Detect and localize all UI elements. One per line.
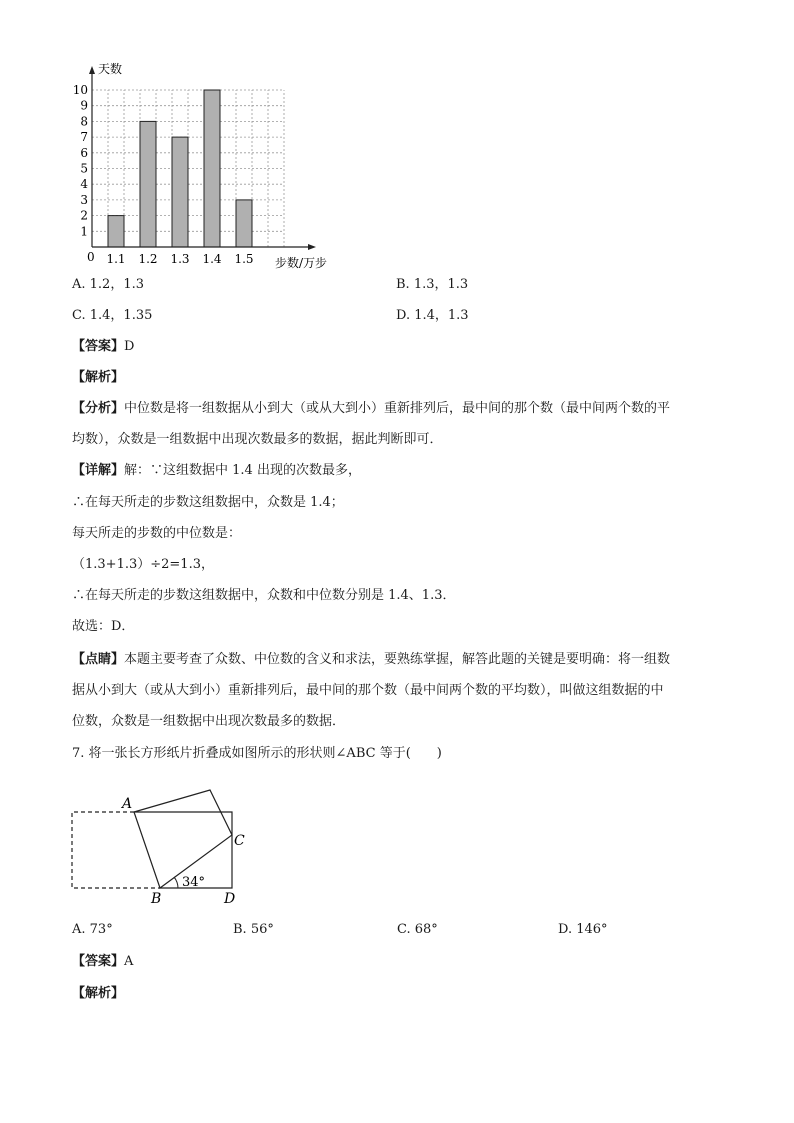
fenxi-tag: 【分析】 xyxy=(72,401,125,416)
q6-comment-line3: 位数，众数是一组数据中出现次数最多的数据． xyxy=(72,714,346,729)
q7-option-a: A. 73° xyxy=(72,922,113,937)
q6-option-b: B. 1.3，1.3 xyxy=(396,277,469,292)
comment-tag: 【点睛】 xyxy=(72,652,125,667)
point-c-label: C xyxy=(234,833,245,849)
step-count-bar-chart xyxy=(60,55,360,275)
q7-stem: 7. 将一张长方形纸片折叠成如图所示的形状则∠ABC 等于( ) xyxy=(72,746,442,761)
point-a-label: A xyxy=(122,796,133,812)
q6-comment-line1 xyxy=(72,651,670,669)
q7-option-c: C. 68° xyxy=(397,922,438,937)
q6-detail-line5: ∴在每天所走的步数这组数据中，众数和中位数分别是 1.4、1.3． xyxy=(72,588,456,603)
answer-value: D xyxy=(124,339,135,354)
bar-1.1 xyxy=(108,216,124,247)
q6-fenxi-line1 xyxy=(72,400,670,418)
y-axis-arrow xyxy=(89,66,95,74)
y-tick-label: 7 xyxy=(80,130,88,145)
y-tick-label: 10 xyxy=(72,83,88,97)
q6-option-d: D. 1.4，1.3 xyxy=(396,308,469,323)
comment-text: 本题主要考查了众数、中位数的含义和求法，要熟练掌握，解答此题的关键是要明确：将一组数 xyxy=(124,652,671,667)
answer-tag: 【答案】 xyxy=(72,954,125,969)
x-tick-label: 1.3 xyxy=(170,252,190,266)
y-tick-label: 8 xyxy=(80,114,88,129)
q6-option-c: C. 1.4，1.35 xyxy=(72,308,153,323)
y-tick-label: 2 xyxy=(80,208,88,223)
x-axis-arrow xyxy=(308,244,316,250)
y-tick-label: 4 xyxy=(80,177,88,192)
x-tick-label: 1.4 xyxy=(202,252,222,266)
bar-1.5 xyxy=(236,200,252,247)
q6-comment-line2: 据从小到大（或从大到小）重新排列后，最中间的那个数（最中间两个数的平均数），叫做这组数据的中 xyxy=(72,683,664,698)
q7-answer xyxy=(72,953,133,971)
answer-value: A xyxy=(124,954,134,969)
detail-tag: 【详解】 xyxy=(72,463,125,478)
point-d-label: D xyxy=(224,891,236,907)
answer-tag: 【答案】 xyxy=(72,339,125,354)
q6-detail-line2: ∴在每天所走的步数这组数据中，众数是 1.4； xyxy=(72,495,344,510)
y-tick-label: 9 xyxy=(80,98,88,113)
bar-1.2 xyxy=(140,121,156,247)
chart-x-ticks xyxy=(106,252,253,266)
chart-y-ticks xyxy=(73,83,89,238)
q7-folded-rectangle-figure xyxy=(60,785,260,910)
y-tick-label: 6 xyxy=(80,145,88,160)
origin-label: 0 xyxy=(87,250,95,264)
angle-label: 34° xyxy=(182,875,206,890)
y-axis-label: 天数 xyxy=(98,62,123,76)
angle-arc xyxy=(174,877,178,888)
x-axis-label: 步数/万步 xyxy=(275,256,328,270)
point-b-label: B xyxy=(151,891,162,907)
q6-option-a: A. 1.2，1.3 xyxy=(72,277,145,292)
q6-analysis-tag: 【解析】 xyxy=(72,370,125,385)
folded-flap xyxy=(134,790,232,888)
y-tick-label: 1 xyxy=(80,224,88,239)
q6-detail-line1 xyxy=(72,462,361,480)
detail-text: 解：∵这组数据中 1.4 出现的次数最多， xyxy=(124,463,361,478)
bar-1.4 xyxy=(204,90,220,247)
q6-fenxi-line2: 均数），众数是一组数据中出现次数最多的数据，据此判断即可． xyxy=(72,432,443,447)
q6-detail-line6: 故选：D． xyxy=(72,619,135,634)
y-tick-label: 3 xyxy=(80,192,88,207)
q7-option-b: B. 56° xyxy=(233,922,274,937)
q6-answer xyxy=(72,338,134,356)
bar-1.3 xyxy=(172,137,188,247)
y-tick-label: 5 xyxy=(80,161,88,176)
q6-detail-line4: （1.3+1.3）÷2=1.3， xyxy=(72,557,214,572)
x-tick-label: 1.2 xyxy=(138,252,158,266)
fenxi-text: 中位数是将一组数据从小到大（或从大到小）重新排列后，最中间的那个数（最中间两个数的平 xyxy=(124,401,671,416)
q7-analysis-tag: 【解析】 xyxy=(72,986,125,1001)
q7-option-d: D. 146° xyxy=(558,922,608,937)
x-tick-label: 1.1 xyxy=(106,252,126,266)
q6-detail-line3: 每天所走的步数的中位数是： xyxy=(72,526,242,541)
x-tick-label: 1.5 xyxy=(234,252,254,266)
